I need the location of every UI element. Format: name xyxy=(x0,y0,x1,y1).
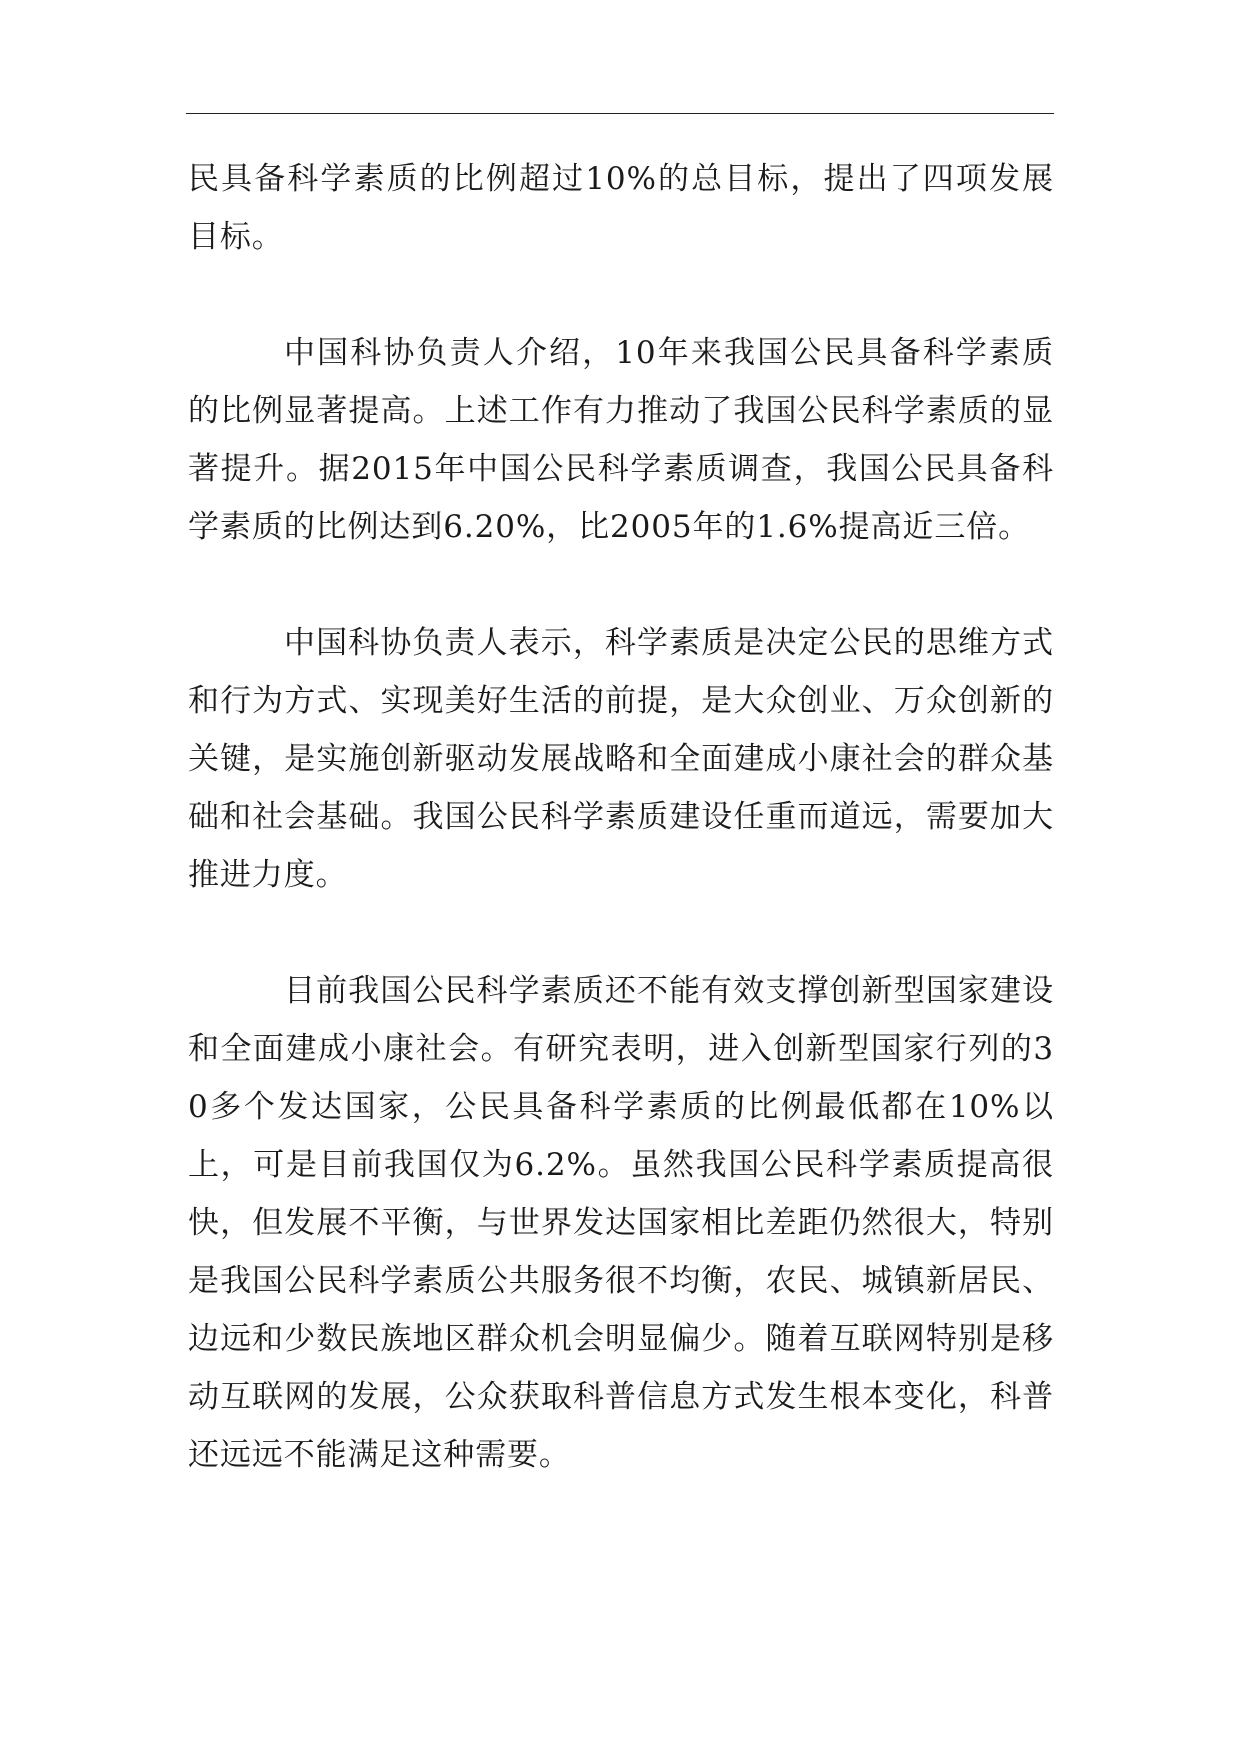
document-body xyxy=(188,150,1054,1484)
paragraph-1: 民具备科学素质的比例超过10%的总目标，提出了四项发展目标。 xyxy=(188,161,1054,255)
paragraph-2: 中国科协负责人介绍，10年来我国公民具备科学素质的比例显著提高。上述工作有力推动了我国公民科学素质的显著提升。据2015年中国公民科学素质调查，我国公民具备科学素质的比例达到6.20%，比2005年的1.6%提高近三倍。 xyxy=(188,335,1054,545)
paragraph-3: 中国科协负责人表示，科学素质是决定公民的思维方式和行为方式、实现美好生活的前提，是大众创业、万众创新的关键，是实施创新驱动发展战略和全面建成小康社会的群众基础和社会基础。我国公民科学素质建设任重而道远，需要加大推进力度。 xyxy=(188,625,1054,893)
paragraph-4: 目前我国公民科学素质还不能有效支撑创新型国家建设和全面建成小康社会。有研究表明，进入创新型国家行列的30多个发达国家，公民具备科学素质的比例最低都在10%以上，可是目前我国仅为6.2%。虽然我国公民科学素质提高很快，但发展不平衡，与世界发达国家相比差距仍然很大，特别是我国公民科学素质公共服务很不均衡，农民、城镇新居民、边远和少数民族地区群众机会明显偏少。随着互联网特别是移动互联网的发展，公众获取科普信息方式发生根本变化，科普还远远不能满足这种需要。 xyxy=(188,973,1054,1473)
header-rule xyxy=(186,113,1054,114)
